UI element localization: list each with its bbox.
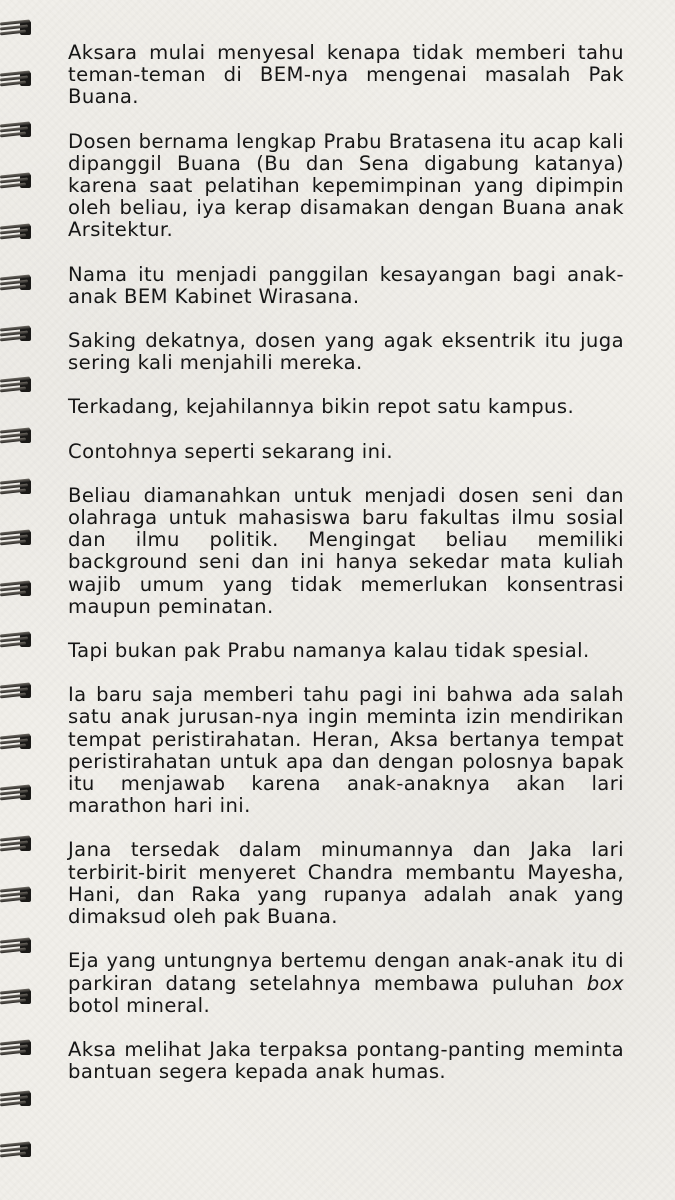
paragraph-11-end: botol mineral. bbox=[68, 993, 211, 1017]
spiral-ring-icon bbox=[0, 936, 36, 958]
spiral-ring-icon bbox=[0, 324, 36, 346]
spiral-ring-icon bbox=[0, 69, 36, 91]
paragraph-11-italic: box bbox=[586, 971, 624, 995]
spiral-ring-icon bbox=[0, 732, 36, 754]
paragraph-6: Contohnya seperti sekarang ini. bbox=[68, 439, 393, 463]
spiral-ring-icon bbox=[0, 1038, 36, 1060]
paragraph-8: Tapi bukan pak Prabu namanya kalau tidak spesial. bbox=[68, 639, 590, 663]
spiral-ring-icon bbox=[0, 171, 36, 193]
spiral-ring-icon bbox=[0, 885, 36, 907]
spiral-ring-icon bbox=[0, 477, 36, 499]
spiral-ring-icon bbox=[0, 426, 36, 448]
paragraph-7: Beliau diamanahkan untuk menjadi dosen seni dan olahraga untuk mahasiswa baru fakultas ilmu sosial dan ilmu politik. Mengingat beliau memiliki background seni dan ini hanya sekedar mata kuliah wajib umum yang tidak memerlukan konsentrasi maupun peminatan. bbox=[68, 483, 624, 618]
spiral-ring-icon bbox=[0, 528, 36, 550]
paragraph-11 bbox=[68, 950, 624, 1017]
paragraph-1: Aksara mulai menyesal kenapa tidak memberi tahu teman-teman di BEM-nya mengenai masalah Pak Buana. bbox=[68, 41, 624, 109]
spiral-binding-icon bbox=[0, 18, 40, 1188]
spiral-ring-icon bbox=[0, 579, 36, 601]
spiral-ring-icon bbox=[0, 630, 36, 652]
spiral-ring-icon bbox=[0, 120, 36, 142]
paragraph-10: Jana tersedak dalam minumannya dan Jaka lari terbirit-birit menyeret Chandra membantu Mayesha, Hani, dan Raka yang rupanya adalah anak yang dimaksud oleh pak Buana. bbox=[68, 838, 624, 929]
spiral-ring-icon bbox=[0, 783, 36, 805]
spiral-ring-icon bbox=[0, 681, 36, 703]
spiral-ring-icon bbox=[0, 834, 36, 856]
paragraph-3: Nama itu menjadi panggilan kesayangan bagi anak-anak BEM Kabinet Wirasana. bbox=[68, 262, 624, 308]
paragraph-2: Dosen bernama lengkap Prabu Bratasena itu acap kali dipanggil Buana (Bu dan Sena digabung katanya) karena saat pelatihan kepemimpinan yang dipimpin oleh beliau, iya kerap disamakan dengan Buana anak Arsitektur. bbox=[68, 129, 624, 242]
paragraph-12: Aksa melihat Jaka terpaksa pontang-panting meminta bantuan segera kepada anak humas. bbox=[68, 1037, 624, 1084]
story-text bbox=[68, 42, 624, 1105]
paragraph-5: Terkadang, kejahilannya bikin repot satu kampus. bbox=[68, 395, 575, 419]
spiral-ring-icon bbox=[0, 222, 36, 244]
spiral-ring-icon bbox=[0, 273, 36, 295]
spiral-ring-icon bbox=[0, 1089, 36, 1111]
paragraph-11-start: Eja yang untungnya bertemu dengan anak-anak itu di parkiran datang setelahnya membawa puluhan bbox=[68, 949, 624, 995]
spiral-ring-icon bbox=[0, 987, 36, 1009]
spiral-ring-icon bbox=[0, 375, 36, 397]
spiral-ring-icon bbox=[0, 1140, 36, 1162]
paragraph-9: Ia baru saja memberi tahu pagi ini bahwa ada salah satu anak jurusan-nya ingin meminta izin mendirikan tempat peristirahatan. Heran, Aksa bertanya tempat peristirahatan untuk apa dan dengan polosnya bapak itu menjawab karena anak-anaknya akan lari marathon hari ini. bbox=[68, 683, 624, 818]
spiral-ring-icon bbox=[0, 18, 36, 40]
paragraph-4: Saking dekatnya, dosen yang agak eksentrik itu juga sering kali menjahili mereka. bbox=[68, 329, 624, 375]
